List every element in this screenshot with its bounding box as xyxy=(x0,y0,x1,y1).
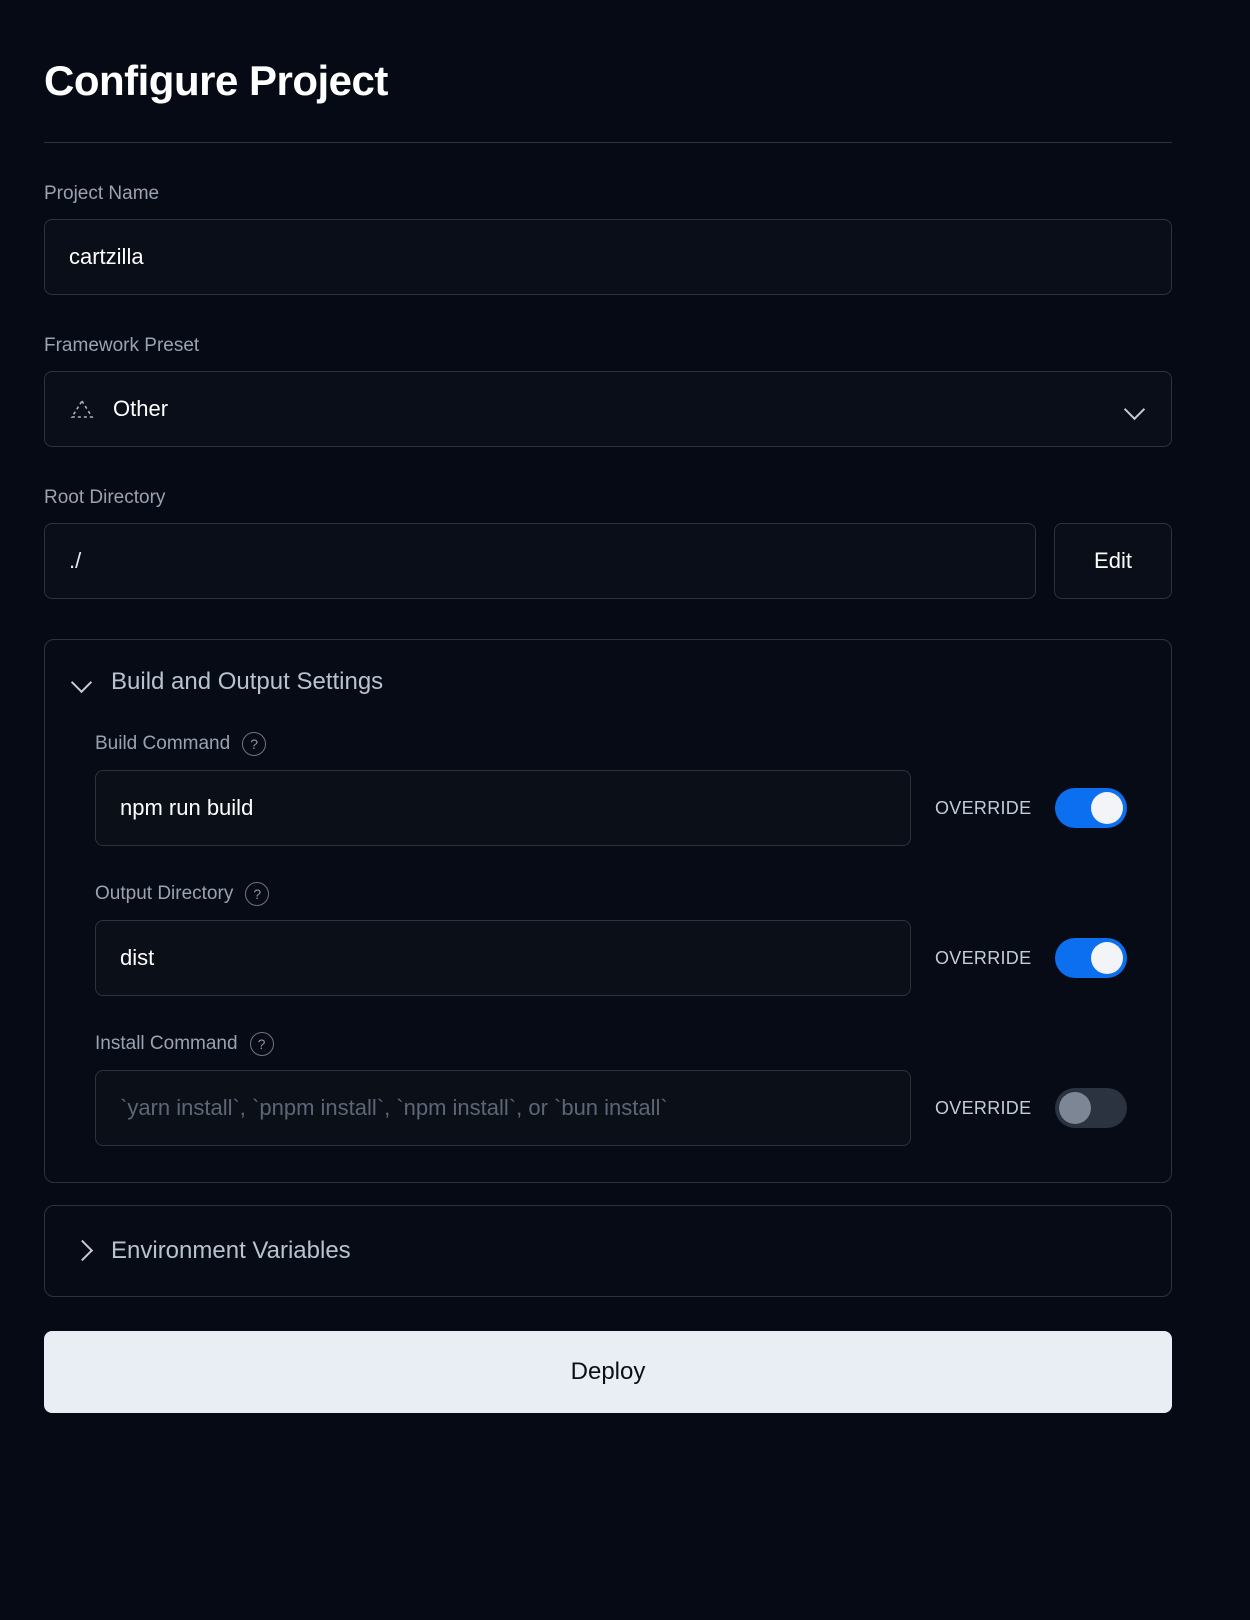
output-directory-label xyxy=(71,882,1145,906)
project-name-input[interactable] xyxy=(44,219,1172,295)
framework-preset-select[interactable] xyxy=(44,371,1172,447)
output-directory-override-label: OVERRIDE xyxy=(935,947,1032,968)
build-command-override-toggle[interactable] xyxy=(1055,788,1127,828)
output-directory-value: dist xyxy=(120,945,155,971)
build-command-label xyxy=(71,732,1145,756)
root-directory-edit-button[interactable]: Edit xyxy=(1054,523,1172,599)
build-command-label-text: Build Command xyxy=(95,733,231,755)
build-command-value: npm run build xyxy=(120,795,254,821)
environment-variables-panel[interactable] xyxy=(44,1205,1172,1297)
output-directory-row xyxy=(71,920,1145,996)
install-command-label xyxy=(71,1032,1145,1056)
header-divider xyxy=(44,142,1172,143)
build-command-override-label: OVERRIDE xyxy=(935,797,1032,818)
toggle-knob xyxy=(1091,942,1123,974)
framework-preset-label: Framework Preset xyxy=(44,335,200,357)
toggle-knob xyxy=(1059,1092,1091,1124)
help-icon[interactable]: ? xyxy=(242,732,266,756)
help-icon[interactable]: ? xyxy=(245,882,269,906)
triangle-dotted-icon xyxy=(69,397,95,421)
install-command-label-text: Install Command xyxy=(95,1033,238,1055)
project-name-label: Project Name xyxy=(44,183,160,205)
install-command-placeholder: `yarn install`, `pnpm install`, `npm install`, or `bun install` xyxy=(120,1095,668,1121)
chevron-down-icon xyxy=(1125,398,1147,420)
root-directory-input[interactable] xyxy=(44,523,1036,599)
toggle-knob xyxy=(1091,792,1123,824)
root-directory-row xyxy=(44,523,1206,599)
framework-preset-value: Other xyxy=(113,396,169,422)
install-command-row xyxy=(71,1070,1145,1146)
install-command-override-label: OVERRIDE xyxy=(935,1097,1032,1118)
install-command-override-toggle[interactable] xyxy=(1055,1088,1127,1128)
build-output-settings-header[interactable] xyxy=(71,668,1145,696)
page-title: Configure Project xyxy=(44,57,388,104)
output-directory-override-toggle[interactable] xyxy=(1055,938,1127,978)
output-directory-label-text: Output Directory xyxy=(95,883,234,905)
output-directory-input[interactable] xyxy=(95,920,911,996)
project-name-value: cartzilla xyxy=(69,244,144,270)
help-icon[interactable]: ? xyxy=(250,1032,274,1056)
build-output-settings-title: Build and Output Settings xyxy=(111,668,384,696)
build-output-settings-panel xyxy=(44,639,1172,1183)
deploy-button[interactable]: Deploy xyxy=(44,1331,1172,1413)
environment-variables-title: Environment Variables xyxy=(111,1237,351,1265)
chevron-down-icon xyxy=(71,670,95,694)
build-command-input[interactable] xyxy=(95,770,911,846)
build-command-row xyxy=(71,770,1145,846)
install-command-input[interactable] xyxy=(95,1070,911,1146)
chevron-right-icon xyxy=(71,1239,95,1263)
root-directory-value: ./ xyxy=(69,548,82,574)
root-directory-label: Root Directory xyxy=(44,487,166,509)
